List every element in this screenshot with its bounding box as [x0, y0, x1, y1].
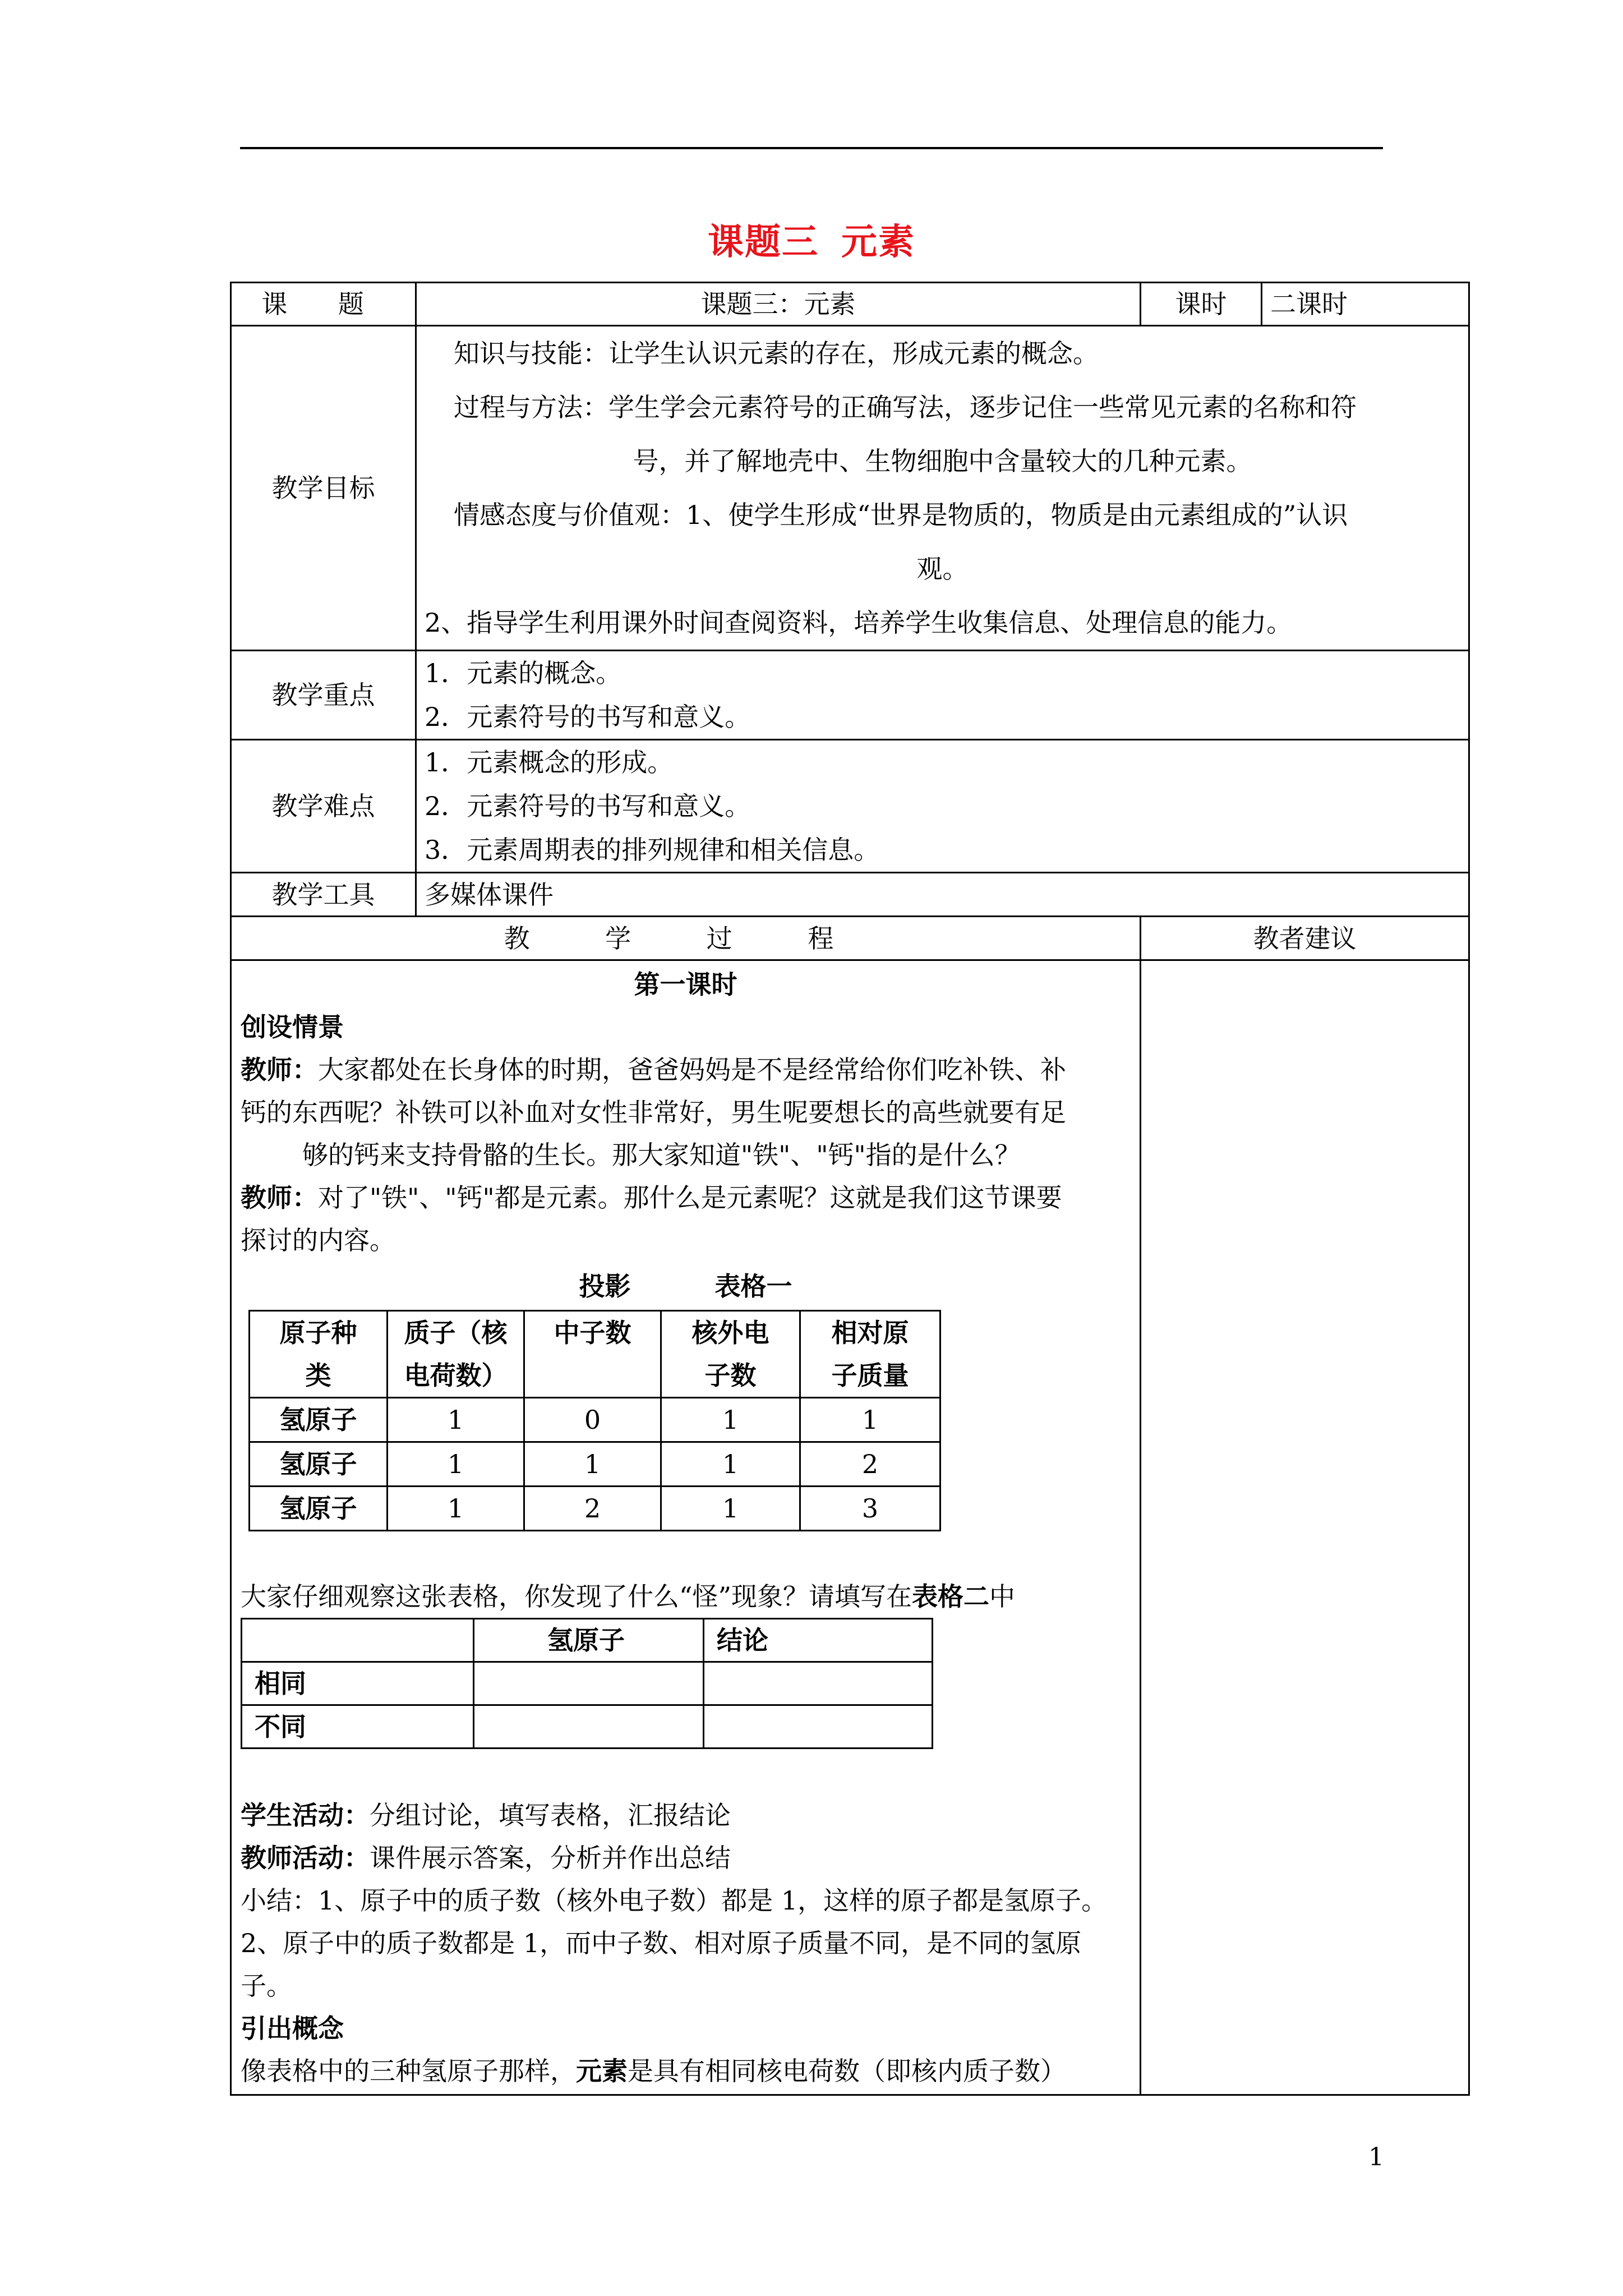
key-points-content	[416, 651, 1469, 740]
difficulties-row	[231, 740, 1469, 873]
table-header-cell: 中子数	[524, 1311, 661, 1398]
objectives-label: 教学目标	[231, 326, 416, 651]
table-header-cell	[242, 1619, 474, 1662]
tools-value: 多媒体课件	[416, 873, 1469, 917]
section-heading: 创设情景	[241, 1012, 344, 1042]
table-cell: 1	[661, 1442, 800, 1487]
table-header-cell: 氢原子	[474, 1619, 704, 1662]
table-cell: 氢原子	[250, 1487, 388, 1531]
difficulty-item: 3．元素周期表的排列规律和相关信息。	[425, 835, 880, 865]
paragraph-line: 够的钙来支持骨骼的生长。那大家知道"铁"、"钙"指的是什么？	[302, 1140, 1021, 1170]
key-point-item: 1．元素的概念。	[425, 658, 622, 688]
table-cell: 1	[661, 1398, 800, 1442]
difficulty-item: 1．元素概念的形成。	[425, 747, 674, 777]
lesson-plan-table	[230, 282, 1470, 2096]
key-points-row	[231, 651, 1469, 740]
table-cell: 1	[524, 1442, 661, 1487]
table-row	[250, 1487, 940, 1531]
process-row	[231, 960, 1469, 2095]
table-cell: 2	[800, 1442, 940, 1487]
table-cell: 1	[800, 1398, 940, 1442]
process-content	[231, 960, 1141, 2095]
table-header-cell: 核外电 子数	[661, 1311, 800, 1398]
page-title	[0, 213, 1623, 265]
key-point-item: 2．元素符号的书写和意义。	[425, 702, 751, 732]
table-header-cell: 质子（核 电荷数）	[388, 1311, 524, 1398]
objective-line: 观。	[916, 554, 969, 584]
observe-paragraph: 大家仔细观察这张表格，你发现了什么“怪”现象？请填写在表格二中	[241, 1581, 1016, 1612]
tools-row	[231, 873, 1469, 917]
advice-cell	[1141, 960, 1469, 2095]
objectives-content	[416, 326, 1469, 651]
objective-line: 过程与方法：学生学会元素符号的正确写法，逐步记住一些常见元素的名称和符	[454, 392, 1357, 422]
teacher-paragraph-1: 教师：大家都处在长身体的时期，爸爸妈妈是不是经常给你们吃补铁、补	[241, 1055, 1066, 1085]
objective-line: 情感态度与价值观：1、使学生形成“世界是物质的，物质是由元素组成的”认识	[454, 500, 1348, 530]
process-header: 教 学 过 程	[231, 917, 1141, 960]
difficulties-label: 教学难点	[231, 740, 416, 873]
paragraph-line: 探讨的内容。	[241, 1225, 395, 1255]
advice-header: 教者建议	[1141, 917, 1469, 960]
objective-line: 知识与技能：让学生认识元素的存在，形成元素的概念。	[454, 338, 1099, 369]
title-part-1: 课题三	[708, 221, 819, 263]
hydrogen-atoms-table	[248, 1310, 941, 1531]
page-number: 1	[1368, 2143, 1384, 2171]
table-row	[242, 1705, 933, 1749]
summary-line: 2、原子中的质子数都是 1，而中子数、相对原子质量不同，是不同的氢原	[241, 1928, 1082, 1958]
table-header-cell: 相对原 子质量	[800, 1311, 940, 1398]
topic-row	[231, 283, 1469, 326]
table-cell	[704, 1705, 933, 1749]
concept-heading: 引出概念	[241, 2013, 344, 2044]
topic-label: 课 题	[231, 283, 416, 326]
table-cell	[474, 1662, 704, 1705]
table-cell: 2	[524, 1487, 661, 1531]
header-rule	[240, 147, 1383, 149]
comparison-table	[241, 1618, 933, 1749]
table-cell: 1	[388, 1442, 524, 1487]
table-header-cell: 原子种 类	[250, 1311, 388, 1398]
table-cell: 1	[388, 1487, 524, 1531]
table-row	[250, 1398, 940, 1442]
concept-paragraph: 像表格中的三种氢原子那样，元素是具有相同核电荷数（即核内质子数）	[241, 2056, 1066, 2086]
table-cell: 相同	[242, 1662, 474, 1705]
lesson-title: 第一课时	[634, 969, 737, 1000]
table-cell	[474, 1705, 704, 1749]
summary-line: 小结：1、原子中的质子数（核外电子数）都是 1，这样的原子都是氢原子。	[241, 1885, 1108, 1916]
topic-value: 课题三：元素	[416, 283, 1141, 326]
title-part-2: 元素	[841, 221, 915, 263]
process-header-row	[231, 917, 1469, 960]
paragraph-line: 钙的东西呢？补铁可以补血对女性非常好，男生呢要想长的高些就要有足	[241, 1097, 1066, 1128]
table-cell: 不同	[242, 1705, 474, 1749]
summary-line: 子。	[241, 1971, 292, 2001]
table-caption: 投影 表格一	[579, 1271, 792, 1301]
table-header-cell: 结论	[704, 1619, 933, 1662]
table-cell: 氢原子	[250, 1398, 388, 1442]
objective-line: 号，并了解地壳中、生物细胞中含量较大的几种元素。	[633, 446, 1252, 476]
table-cell: 0	[524, 1398, 661, 1442]
objectives-row	[231, 326, 1469, 651]
difficulties-content	[416, 740, 1469, 873]
hours-label: 课时	[1141, 283, 1262, 326]
teacher-paragraph-2: 教师：对了"铁"、"钙"都是元素。那什么是元素呢？这就是我们这节课要	[241, 1182, 1062, 1213]
table-cell: 1	[661, 1487, 800, 1531]
objective-line: 2、指导学生利用课外时间查阅资料，培养学生收集信息、处理信息的能力。	[425, 608, 1293, 638]
difficulty-item: 2．元素符号的书写和意义。	[425, 791, 751, 821]
table-cell: 1	[388, 1398, 524, 1442]
table-cell	[704, 1662, 933, 1705]
key-points-label: 教学重点	[231, 651, 416, 740]
table-row	[250, 1442, 940, 1487]
hours-value: 二课时	[1262, 283, 1469, 326]
table-header-row	[250, 1311, 940, 1398]
table-cell: 3	[800, 1487, 940, 1531]
student-activity: 学生活动：分组讨论，填写表格，汇报结论	[241, 1800, 731, 1830]
table-row	[242, 1662, 933, 1705]
table-cell: 氢原子	[250, 1442, 388, 1487]
table-header-row	[242, 1619, 933, 1662]
tools-label: 教学工具	[231, 873, 416, 917]
teacher-activity: 教师活动：课件展示答案，分析并作出总结	[241, 1843, 731, 1873]
